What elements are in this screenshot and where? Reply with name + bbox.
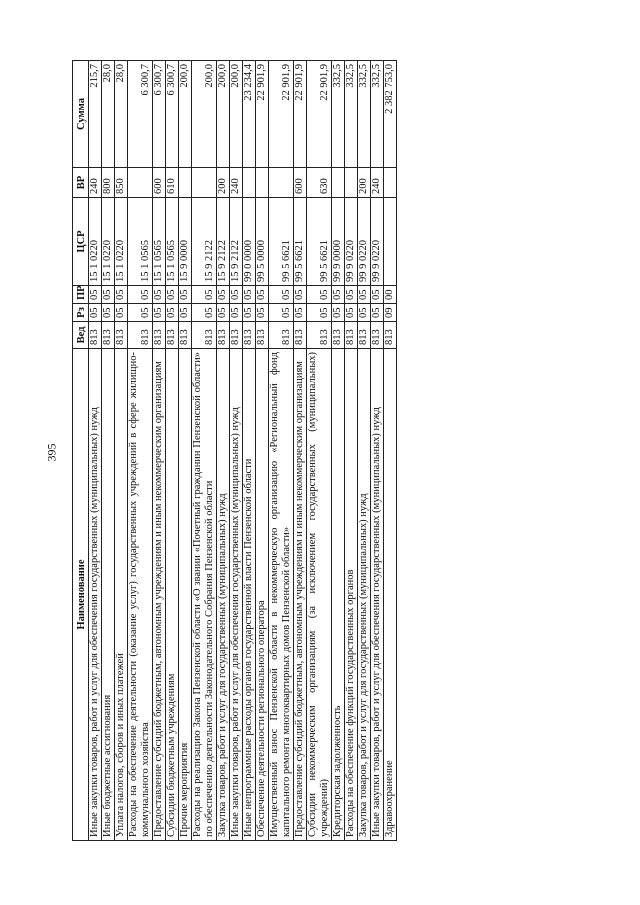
table-row xyxy=(192,61,217,841)
cell-pr: 05 xyxy=(179,286,192,304)
cell-ved: 813 xyxy=(294,322,307,349)
header-pr: ПР xyxy=(73,286,89,304)
cell-vr: 630 xyxy=(307,168,332,198)
cell-name: Расходы на реализацию Закона Пензенской области «О звании «Почетный гражданин Пензенской области» по обеспечению деятельности Законодательного Собрания Пензенской области xyxy=(192,349,217,841)
table-row xyxy=(269,61,294,841)
cell-sum: 23 234,4 xyxy=(243,61,256,168)
table-row xyxy=(102,61,115,841)
cell-vr: 850 xyxy=(115,168,128,198)
cell-pr: 05 xyxy=(166,286,179,304)
table-row xyxy=(307,61,332,841)
cell-ved: 813 xyxy=(384,322,397,349)
cell-sum: 200,0 xyxy=(192,61,217,168)
table-row xyxy=(256,61,269,841)
cell-ved: 813 xyxy=(115,322,128,349)
cell-csr: 99 9 0220 xyxy=(371,198,384,286)
cell-name: Обеспечение деятельности регионального оператора xyxy=(256,349,269,841)
cell-vr: 600 xyxy=(294,168,307,198)
cell-sum: 22 901,9 xyxy=(307,61,332,168)
table-row xyxy=(153,61,166,841)
cell-sum: 332,5 xyxy=(371,61,384,168)
cell-pr: 05 xyxy=(89,286,102,304)
page-number: 395 xyxy=(44,443,59,462)
cell-ved: 813 xyxy=(128,322,153,349)
cell-vr xyxy=(128,168,153,198)
cell-rz: 05 xyxy=(332,304,345,322)
cell-rz: 05 xyxy=(153,304,166,322)
cell-name: Иные закупки товаров, работ и услуг для обеспечения государственных (муниципальных) нужд xyxy=(371,349,384,841)
cell-sum: 22 901,9 xyxy=(256,61,269,168)
cell-csr: 15 9 2122 xyxy=(192,198,217,286)
cell-name: Кредиторская задолженность xyxy=(332,349,345,841)
table-header-row xyxy=(73,61,89,841)
cell-ved: 813 xyxy=(166,322,179,349)
cell-csr: 15 1 0565 xyxy=(166,198,179,286)
cell-pr: 00 xyxy=(384,286,397,304)
cell-pr: 05 xyxy=(345,286,358,304)
cell-rz: 05 xyxy=(166,304,179,322)
cell-csr: 15 1 0565 xyxy=(128,198,153,286)
cell-rz: 05 xyxy=(269,304,294,322)
table-row xyxy=(358,61,371,841)
cell-rz: 05 xyxy=(217,304,230,322)
cell-vr: 200 xyxy=(217,168,230,198)
cell-csr: 99 5 6621 xyxy=(294,198,307,286)
cell-ved: 813 xyxy=(89,322,102,349)
cell-vr: 240 xyxy=(371,168,384,198)
cell-sum: 22 901,9 xyxy=(294,61,307,168)
cell-csr: 99 5 0000 xyxy=(256,198,269,286)
table-row xyxy=(371,61,384,841)
cell-rz: 05 xyxy=(179,304,192,322)
cell-vr xyxy=(384,168,397,198)
cell-name: Прочие мероприятия xyxy=(179,349,192,841)
table-body xyxy=(89,61,397,841)
cell-name: Расходы на обеспечение функций государственных органов xyxy=(345,349,358,841)
cell-name: Субсидии некоммерческим организациям (за исключением государственных (муниципальных) учреждений) xyxy=(307,349,332,841)
table-row xyxy=(89,61,102,841)
cell-pr: 05 xyxy=(371,286,384,304)
cell-rz: 05 xyxy=(345,304,358,322)
header-ved: Вед xyxy=(73,322,89,349)
cell-sum: 215,7 xyxy=(89,61,102,168)
cell-sum: 200,0 xyxy=(217,61,230,168)
cell-csr: 99 5 6621 xyxy=(269,198,294,286)
cell-vr xyxy=(345,168,358,198)
cell-sum: 6 300,7 xyxy=(128,61,153,168)
cell-ved: 813 xyxy=(358,322,371,349)
cell-vr: 240 xyxy=(230,168,243,198)
table-row xyxy=(294,61,307,841)
cell-name: Иные бюджетные ассигнования xyxy=(102,349,115,841)
cell-rz: 05 xyxy=(102,304,115,322)
table-row xyxy=(345,61,358,841)
cell-ved: 813 xyxy=(179,322,192,349)
cell-rz: 05 xyxy=(230,304,243,322)
cell-csr: 99 9 0220 xyxy=(358,198,371,286)
cell-csr: 99 9 0000 xyxy=(332,198,345,286)
cell-rz: 05 xyxy=(256,304,269,322)
cell-rz: 05 xyxy=(243,304,256,322)
cell-sum: 332,5 xyxy=(332,61,345,168)
cell-sum: 28,0 xyxy=(115,61,128,168)
cell-pr: 05 xyxy=(115,286,128,304)
cell-csr: 15 1 0220 xyxy=(102,198,115,286)
cell-pr: 05 xyxy=(307,286,332,304)
cell-csr: 15 9 2122 xyxy=(230,198,243,286)
cell-vr: 600 xyxy=(153,168,166,198)
cell-rz: 05 xyxy=(115,304,128,322)
table-row xyxy=(128,61,153,841)
table-row xyxy=(166,61,179,841)
header-vr: ВР xyxy=(73,168,89,198)
cell-csr: 99 5 6621 xyxy=(307,198,332,286)
cell-sum: 332,5 xyxy=(345,61,358,168)
cell-csr: 15 9 2122 xyxy=(217,198,230,286)
table-row xyxy=(243,61,256,841)
cell-vr xyxy=(256,168,269,198)
cell-sum: 22 901,9 xyxy=(269,61,294,168)
table-row xyxy=(217,61,230,841)
cell-csr: 15 9 0000 xyxy=(179,198,192,286)
table-row xyxy=(332,61,345,841)
cell-csr: 99 0 0000 xyxy=(243,198,256,286)
cell-name: Расходы на обеспечение деятельности (оказание услуг) государственных учреждений в сфере жилищно-коммунального хозяйства xyxy=(128,349,153,841)
cell-csr: 15 1 0220 xyxy=(115,198,128,286)
cell-pr: 05 xyxy=(256,286,269,304)
header-rz: Рз xyxy=(73,304,89,322)
table-row xyxy=(115,61,128,841)
cell-sum: 200,0 xyxy=(230,61,243,168)
cell-name: Иные закупки товаров, работ и услуг для обеспечения государственных (муниципальных) нужд xyxy=(89,349,102,841)
header-csr: ЦСР xyxy=(73,198,89,286)
cell-rz: 09 xyxy=(384,304,397,322)
cell-ved: 813 xyxy=(230,322,243,349)
cell-pr: 05 xyxy=(332,286,345,304)
cell-vr: 200 xyxy=(358,168,371,198)
cell-vr xyxy=(332,168,345,198)
cell-sum: 200,0 xyxy=(179,61,192,168)
cell-name: Здравоохранение xyxy=(384,349,397,841)
cell-rz: 05 xyxy=(294,304,307,322)
cell-ved: 813 xyxy=(192,322,217,349)
cell-vr xyxy=(179,168,192,198)
cell-vr xyxy=(243,168,256,198)
cell-ved: 813 xyxy=(153,322,166,349)
cell-csr: 15 1 0565 xyxy=(153,198,166,286)
cell-name: Предоставление субсидий бюджетным, автономным учреждениям и иным некоммерческим организациям xyxy=(153,349,166,841)
cell-csr: 15 1 0220 xyxy=(89,198,102,286)
cell-pr: 05 xyxy=(102,286,115,304)
cell-ved: 813 xyxy=(102,322,115,349)
cell-name: Закупка товаров, работ и услуг для государственных (муниципальных) нужд xyxy=(358,349,371,841)
cell-csr xyxy=(384,198,397,286)
cell-rz: 05 xyxy=(358,304,371,322)
cell-csr: 99 9 0220 xyxy=(345,198,358,286)
cell-name: Уплата налогов, сборов и иных платежей xyxy=(115,349,128,841)
cell-rz: 05 xyxy=(89,304,102,322)
cell-ved: 813 xyxy=(307,322,332,349)
cell-sum: 6 300,7 xyxy=(153,61,166,168)
cell-vr xyxy=(269,168,294,198)
cell-ved: 813 xyxy=(217,322,230,349)
cell-sum: 28,0 xyxy=(102,61,115,168)
cell-pr: 05 xyxy=(128,286,153,304)
cell-ved: 813 xyxy=(345,322,358,349)
table-row xyxy=(384,61,397,841)
cell-ved: 813 xyxy=(256,322,269,349)
cell-ved: 813 xyxy=(243,322,256,349)
cell-name: Предоставление субсидий бюджетным, автономным учреждениям и иным некоммерческим организациям xyxy=(294,349,307,841)
cell-pr: 05 xyxy=(243,286,256,304)
budget-table xyxy=(72,60,397,841)
cell-pr: 05 xyxy=(358,286,371,304)
cell-name: Закупка товаров, работ и услуг для государственных (муниципальных) нужд xyxy=(217,349,230,841)
cell-vr: 240 xyxy=(89,168,102,198)
cell-sum: 332,5 xyxy=(358,61,371,168)
cell-name: Иные закупки товаров, работ и услуг для обеспечения государственных (муниципальных) нужд xyxy=(230,349,243,841)
cell-vr: 610 xyxy=(166,168,179,198)
cell-ved: 813 xyxy=(371,322,384,349)
cell-pr: 05 xyxy=(153,286,166,304)
cell-rz: 05 xyxy=(371,304,384,322)
rotated-page xyxy=(72,61,572,841)
cell-pr: 05 xyxy=(269,286,294,304)
cell-vr: 800 xyxy=(102,168,115,198)
cell-sum: 6 300,7 xyxy=(166,61,179,168)
cell-name: Имущественный взнос Пензенской области в некоммерческую организацию «Региональный фонд капитального ремонта многоквартирных домов Пензенской области» xyxy=(269,349,294,841)
cell-name: Иные непрограммные расходы органов государственной власти Пензенской области xyxy=(243,349,256,841)
cell-ved: 813 xyxy=(269,322,294,349)
cell-pr: 05 xyxy=(192,286,217,304)
cell-pr: 05 xyxy=(217,286,230,304)
cell-rz: 05 xyxy=(307,304,332,322)
table-row xyxy=(230,61,243,841)
table-row xyxy=(179,61,192,841)
cell-pr: 05 xyxy=(294,286,307,304)
header-sum: Сумма xyxy=(73,61,89,168)
cell-sum: 2 382 753,0 xyxy=(384,61,397,168)
cell-rz: 05 xyxy=(192,304,217,322)
cell-name: Субсидии бюджетным учреждениям xyxy=(166,349,179,841)
cell-vr xyxy=(192,168,217,198)
header-name: Наименование xyxy=(73,349,89,841)
cell-ved: 813 xyxy=(332,322,345,349)
cell-pr: 05 xyxy=(230,286,243,304)
cell-rz: 05 xyxy=(128,304,153,322)
